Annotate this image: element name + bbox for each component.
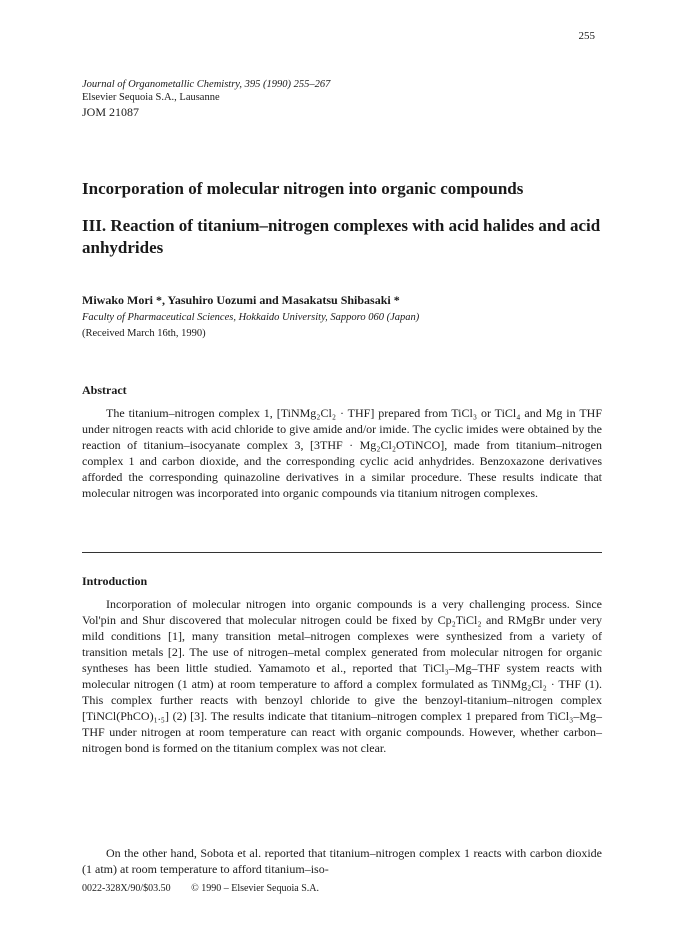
introduction-paragraph-2: On the other hand, Sobota et al. reported that titanium–nitrogen complex 1 reacts with carbon dioxide (1 atm) at room temperature to afford titanium–iso- (82, 846, 602, 876)
section-divider (82, 552, 602, 553)
copyright-notice: © 1990 – Elsevier Sequoia S.A. (191, 883, 319, 894)
affiliation: Faculty of Pharmaceutical Sciences, Hokkaido University, Sapporo 060 (Japan) (82, 312, 420, 323)
abstract-heading: Abstract (82, 383, 127, 397)
journal-citation: Journal of Organometallic Chemistry, 395 (1990) 255–267 (82, 79, 331, 90)
page-footer (82, 883, 337, 894)
abstract-text: The titanium–nitrogen complex 1, [TiNMg₂Cl₂ · THF] prepared from TiCl₃ or TiCl₄ and Mg in THF under nitrogen reacts with acid chloride to give amide and/or imide. The cyclic imides were obtained by the reaction of titanium–isocyanate complex 3, [3THF · Mg₂Cl₂OTiNCO], made from titanium–nitrogen complex 1 and carbon dioxide, and the corresponding cyclic acid anhydrides. Benzoxazone derivatives afforded the corresponding quinazoline derivatives in a similar procedure. These results indicate that molecular nitrogen was incorporated into organic compounds via titanium nitrogen complexes. (82, 406, 602, 500)
introduction-heading: Introduction (82, 574, 148, 588)
journal-header (82, 78, 330, 119)
author-list: Miwako Mori *, Yasuhiro Uozumi and Masakatsu Shibasaki * (82, 293, 400, 307)
page-number: 255 (578, 30, 595, 42)
received-date: (Received March 16th, 1990) (82, 328, 206, 339)
paper-subtitle: III. Reaction of titanium–nitrogen complexes with acid halides and acid anhydrides (82, 216, 601, 257)
issn-code: 0022-328X/90/$03.50 (82, 883, 171, 894)
article-code: JOM 21087 (82, 105, 140, 119)
paper-title: Incorporation of molecular nitrogen into organic compounds (82, 179, 524, 198)
publisher-line: Elsevier Sequoia S.A., Lausanne (82, 92, 220, 103)
introduction-paragraph-1: Incorporation of molecular nitrogen into organic compounds is a very challenging process. Since Vol'pin and Shur discovered that molecular nitrogen could be fixed by Cp₂TiCl₂ and RMgBr under very mild conditions [1], many transition metal–nitrogen complexes were synthesized from a variety of transition metals [2]. The use of nitrogen–metal complex generated from molecular nitrogen for organic syntheses has been little studied. Yamamoto et al., reported that TiCl₃–Mg–THF system reacts with molecular nitrogen (1 atm) at room temperature to afford a complex formulated as TiNMg₂Cl₂ · THF (1). This complex further reacts with benzoyl chloride to give the benzoyl-titanium–nitrogen complex [TiNCl(PhCO)₁.₅] (2) [3]. The results indicate that titanium–nitrogen complex 1 prepared from TiCl₃–Mg–THF under nitrogen at room temperature can react with organic compounds. However, whether carbon–nitrogen bond is formed on the titanium complex was not clear. (82, 597, 602, 755)
